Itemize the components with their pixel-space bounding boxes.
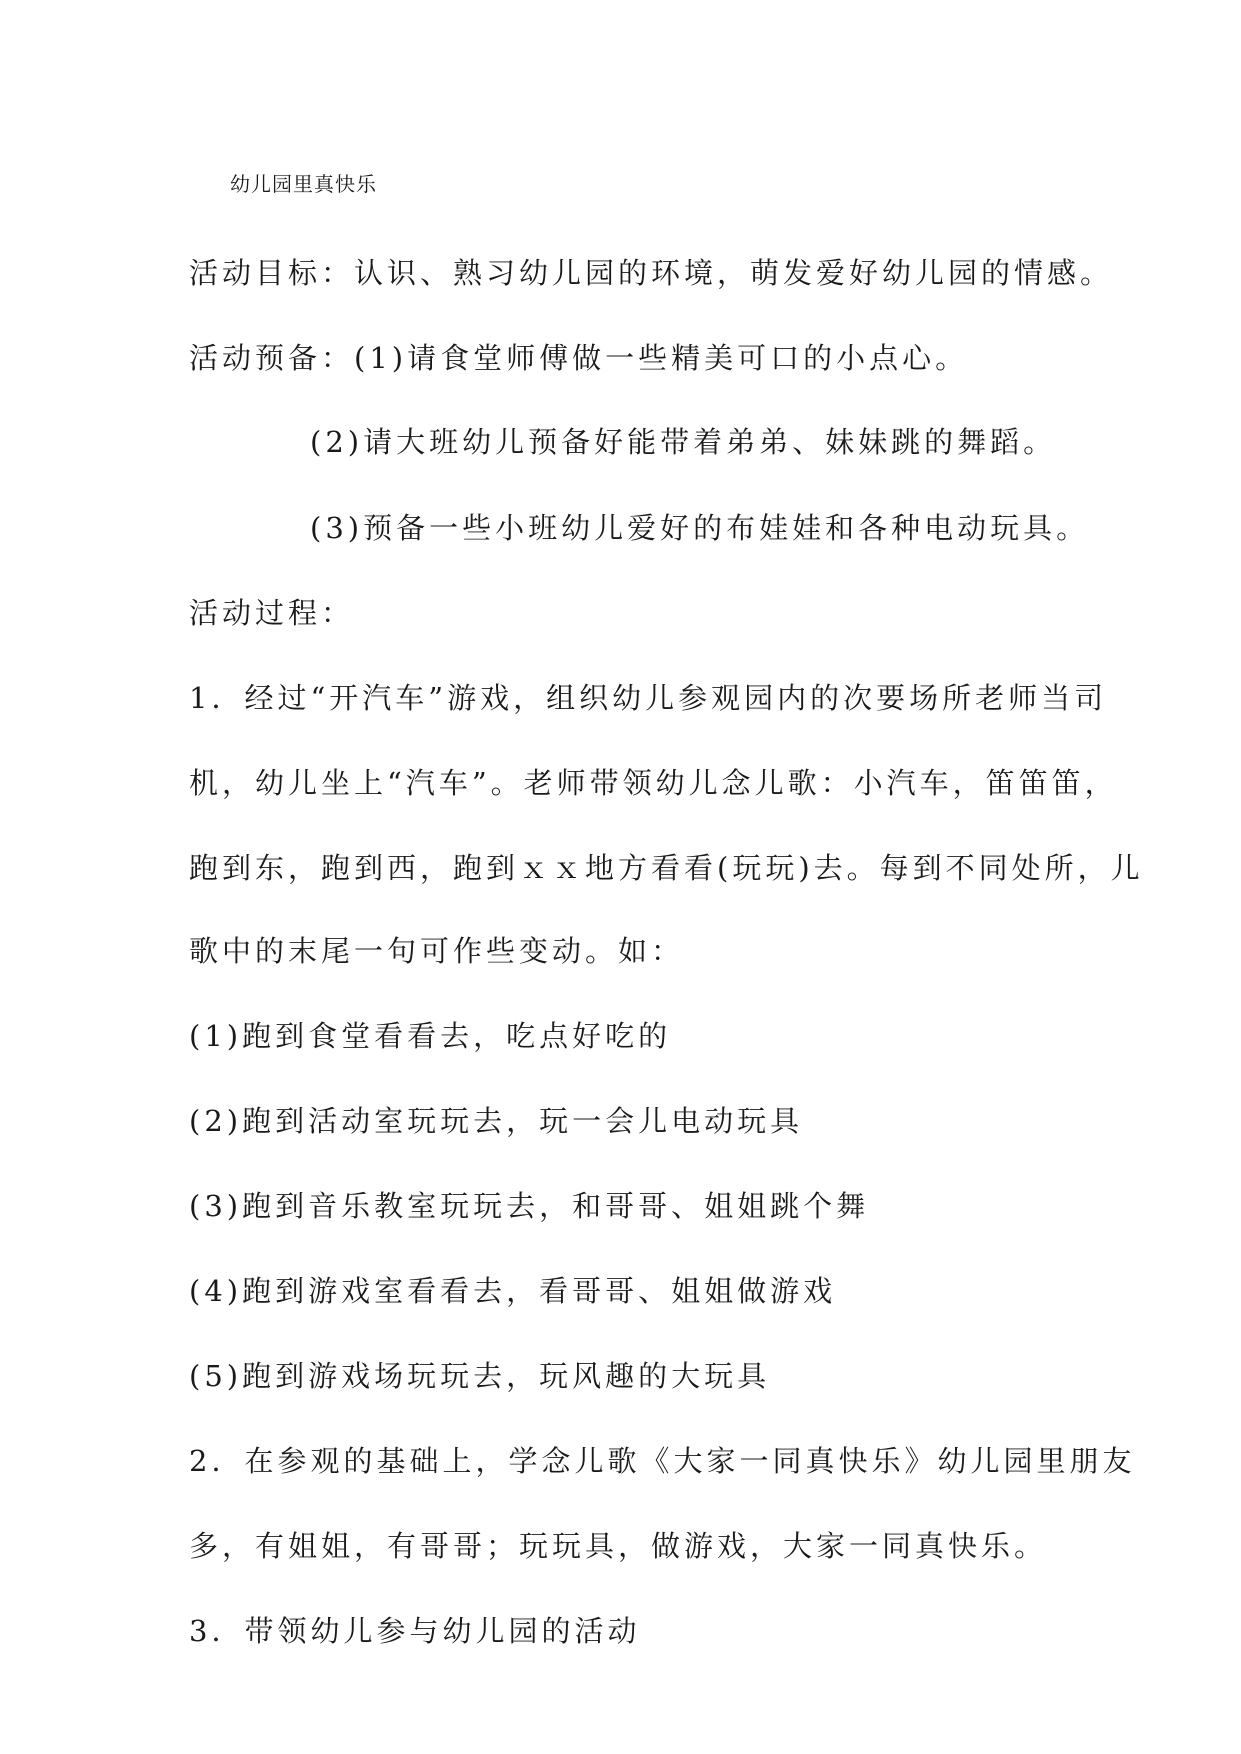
song-variant-3: (3)跑到音乐教室玩玩去，和哥哥、姐姐跳个舞 [189, 1189, 870, 1223]
song-variant-2: (2)跑到活动室玩玩去，玩一会儿电动玩具 [189, 1104, 804, 1138]
activity-preparation-line-2: (2)请大班幼儿预备好能带着弟弟、妹妹跳的舞蹈。 [310, 425, 1057, 459]
song-variant-4: (4)跑到游戏室看看去，看哥哥、姐姐做游戏 [189, 1274, 837, 1308]
process-step-2-line-1: 2．在参观的基础上，学念儿歌《大家一同真快乐》幼儿园里朋友 [189, 1444, 1136, 1478]
process-step-1-line-3: 跑到东，跑到西，跑到ｘｘ地方看看(玩玩)去。每到不同处所，儿 [189, 851, 1144, 885]
song-variant-1: (1)跑到食堂看看去，吃点好吃的 [189, 1019, 672, 1053]
process-step-3-line: 3．带领幼儿参与幼儿园的活动 [189, 1614, 641, 1648]
process-step-2-line-2: 多，有姐姐，有哥哥；玩玩具，做游戏，大家一同真快乐。 [189, 1529, 1048, 1563]
process-step-1-line-2: 机，幼儿坐上“汽车”。老师带领幼儿念儿歌：小汽车，笛笛笛， [189, 766, 1118, 800]
process-step-1-line-4: 歌中的末尾一句可作些变动。如： [189, 934, 685, 968]
document-title: 幼儿园里真快乐 [230, 172, 377, 196]
activity-preparation-line-1: 活动预备：(1)请食堂师傅做一些精美可口的小点心。 [189, 341, 969, 375]
song-variant-5: (5)跑到游戏场玩玩去，玩风趣的大玩具 [189, 1359, 771, 1393]
process-step-1-line-1: 1．经过“开汽车”游戏，组织幼儿参观园内的次要场所老师当司 [189, 681, 1108, 715]
activity-goal-line: 活动目标：认识、熟习幼儿园的环境，萌发爱好幼儿园的情感。 [189, 256, 1114, 290]
activity-process-heading: 活动过程： [189, 596, 355, 630]
activity-preparation-line-3: (3)预备一些小班幼儿爱好的布娃娃和各种电动玩具。 [310, 511, 1090, 545]
